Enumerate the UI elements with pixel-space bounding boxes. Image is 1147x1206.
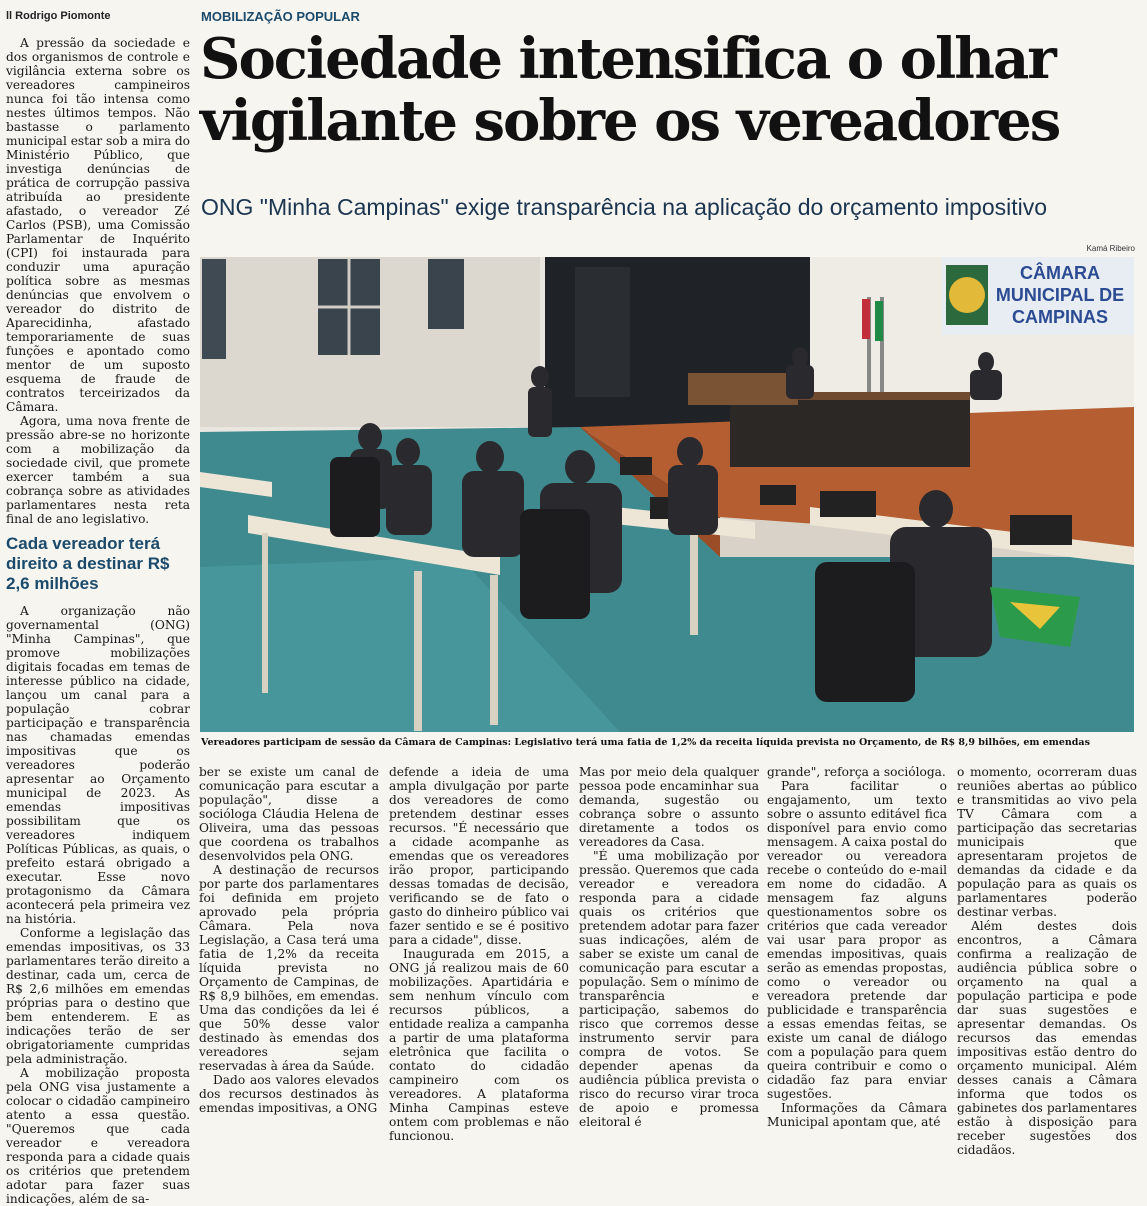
paragraph: Dado aos valores elevados dos recursos destinados às emendas impositivas, a ONG [199,1073,379,1115]
paragraph: A organização não governamental (ONG) "Minha Campinas", que promove mobilizações digitais focadas em temas de interesse público na cidade, lançou um canal para a população cobrar participação e transparência nas chamadas emendas impositivas que os vereadores poderão apresentar ao Orçamento municipal de 2023. As emendas impositivas possibilitam que os vereadores indiquem Políticas Públicas, as quais, o prefeito estará obrigado a executar. Esse novo protagonismo da Câmara acontecerá pela primeira vez na história. [6,604,190,926]
headline: Sociedade intensifica o olhar vigilante sobre os vereadores [200,26,1060,154]
column-3 [579,765,759,1129]
column-4 [767,765,947,1129]
paragraph: Informações da Câmara Municipal apontam que, até [767,1101,947,1129]
paragraph: grande", reforça a socióloga. [767,765,946,779]
paragraph: Agora, uma nova frente de pressão abre-se no horizonte com a mobilização da sociedade civil, que promete exercer também a sua cobrança sobre as atividades parlamentares nesta reta final de ano legislativo. [6,414,190,526]
left-column [6,36,190,1206]
byline-author: Rodrigo Piomonte [15,10,111,22]
column-1 [199,765,379,1115]
subheading: Cada vereador terá direito a destinar R$ 2,6 milhões [6,534,170,593]
left-intro [6,36,190,526]
column-5 [957,765,1137,1157]
paragraph: A destinação de recursos por parte dos parlamentares foi definida em projeto aprovado pela própria Câmara. Pela nova Legislação, a Casa terá uma fatia de 1,2% da receita líquida prevista no Orçamento de Campinas, de R$ 8,9 bilhões, em emendas. Uma das condições da lei é que 50% desse valor destinado às emendas dos vereadores sejam reservadas à área da Saúde. [199,863,379,1073]
paragraph: Mas por meio dela qualquer pessoa pode encaminhar sua demanda, sugestão ou cobrança sobre o assunto diretamente a todos os vereadores da Casa. [579,765,759,849]
section-kicker: MOBILIZAÇÃO POPULAR [201,9,360,24]
paragraph: A mobilização proposta pela ONG visa justamente a colocar o cidadão campineiro atento a essa questão. "Queremos que cada vereador e vereadora responda para a cidade quais os critérios que pretendem adotar para fazer suas indicações, além de sa- [6,1066,190,1206]
banner-line-3: CAMPINAS [1011,307,1109,327]
deck-subtitle: ONG "Minha Campinas" exige transparência na aplicação do orçamento impositivo [201,194,1048,220]
paragraph: Para facilitar o engajamento, um texto sobre o assunto editável fica disponível para envio como mensagem. A caixa postal do vereador ou vereadora recebe o conteúdo do e-mail em nome do cidadão. A mensagem faz alguns questionamentos sobre os critérios que cada vereador vai usar para propor as emendas impositivas, quais serão as emendas propostas, como o vereador ou vereadora pretende dar publicidade e transparência a essas emendas feitas, se existe um canal de diálogo com a população para quem queira contribuir e como o cidadão faz para enviar sugestões. [767,779,947,1101]
news-photo [200,257,1134,732]
paragraph: "É uma mobilização por pressão. Queremos que cada vereador e vereadora responda para a cidade quais os critérios que pretendem adotar para fazer suas indicações, além de saber se existe um canal de comunicação para escutar a população. Sem o mínimo de transparência e participação, sabemos do risco que corremos desse instrumento servir para compra de votos. Se depender apenas da audiência pública prevista o risco do recurso virar troca de apoio e promessa eleitoral é [579,849,759,1129]
column-2 [389,765,569,1143]
paragraph: Além destes dois encontros, a Câmara confirma a realização de audiência pública sobre o orçamento na qual a população participa e pode dar suas sugestões e apresentar demandas. Os recursos das emendas impositivas estão dentro do orçamento municipal. Além desses canais a Câmara informa que todos os gabinetes dos parlamentares estão à disposição para receber sugestões dos cidadãos. [957,919,1137,1157]
paragraph: o momento, ocorreram duas reuniões abertas ao público e transmitidas ao vivo pela TV Câmara com a participação das secretarias municipais que apresentaram projetos de demandas da cidade e da população para as quais os parlamentares poderão destinar verbas. [957,765,1137,919]
byline: ll Rodrigo Piomonte [6,10,111,22]
photo-credit: Kamá Ribeiro [1086,244,1135,253]
paragraph: A pressão da sociedade e dos organismos de controle e vigilância externa sobre os vereadores campineiros nunca foi tão intensa como nestes últimos tempos. Não bastasse o parlamento municipal estar sob a mira do Ministério Público, que investiga denúncias de prática de corrupção passiva atribuída ao presidente afastado, o vereador Zé Carlos (PSB), uma Comissão Parlamentar de Inquérito (CPI) foi instaurada para conduzir uma apuração política sobre as mesmas denúncias que envolvem o vereador do distrito de Aparecidinha, afastado temporariamente de suas funções e apontado como mentor de um suposto esquema de fraude de contratos terceirizados da Câmara. [6,36,191,414]
banner-line-2: MUNICIPAL DE [995,285,1125,305]
paragraph: ber se existe um canal de comunicação para escutar a população", disse a socióloga Cláudia Helena de Oliveira, uma das pessoas que coordena os trabalhos desenvolvidos pela ONG. [199,765,379,863]
photo-caption: Vereadores participam de sessão da Câmara de Campinas: Legislativo terá uma fatia de 1,2% da receita líquida prevista no Orçamento, de R$ 8,9 bilhões, em emendas [201,737,1090,748]
paragraph: defende a ideia de uma ampla divulgação por parte dos vereadores de como pretendem destinar esses recursos. "É necessário que a cidade acompanhe as emendas que os vereadores irão propor, participando dessas tomadas de decisão, verificando se de fato o gasto do dinheiro público vai fazer sentido e se é positivo para a cidade", disse. [389,765,569,947]
paragraph: Conforme a legislação das emendas impositivas, os 33 parlamentares terão direito a destinar, cada um, cerca de R$ 2,6 milhões em emendas próprias para o destino que bem entenderem. E as indicações terão de ser obrigatoriamente cumpridas pela administração. [6,926,190,1066]
paragraph: Inaugurada em 2015, a ONG já realizou mais de 60 mobilizações. Apartidária e sem nenhum vínculo com recursos públicos, a entidade realiza a campanha a partir de uma plataforma eletrônica que facilita o contato do cidadão campineiro com os vereadores. A plataforma Minha Campinas esteve ontem com problemas e não funcionou. [389,947,569,1143]
left-body [6,604,190,1206]
banner-line-1: CÂMARA [1020,263,1100,283]
council-chamber-illustration [200,257,1134,732]
